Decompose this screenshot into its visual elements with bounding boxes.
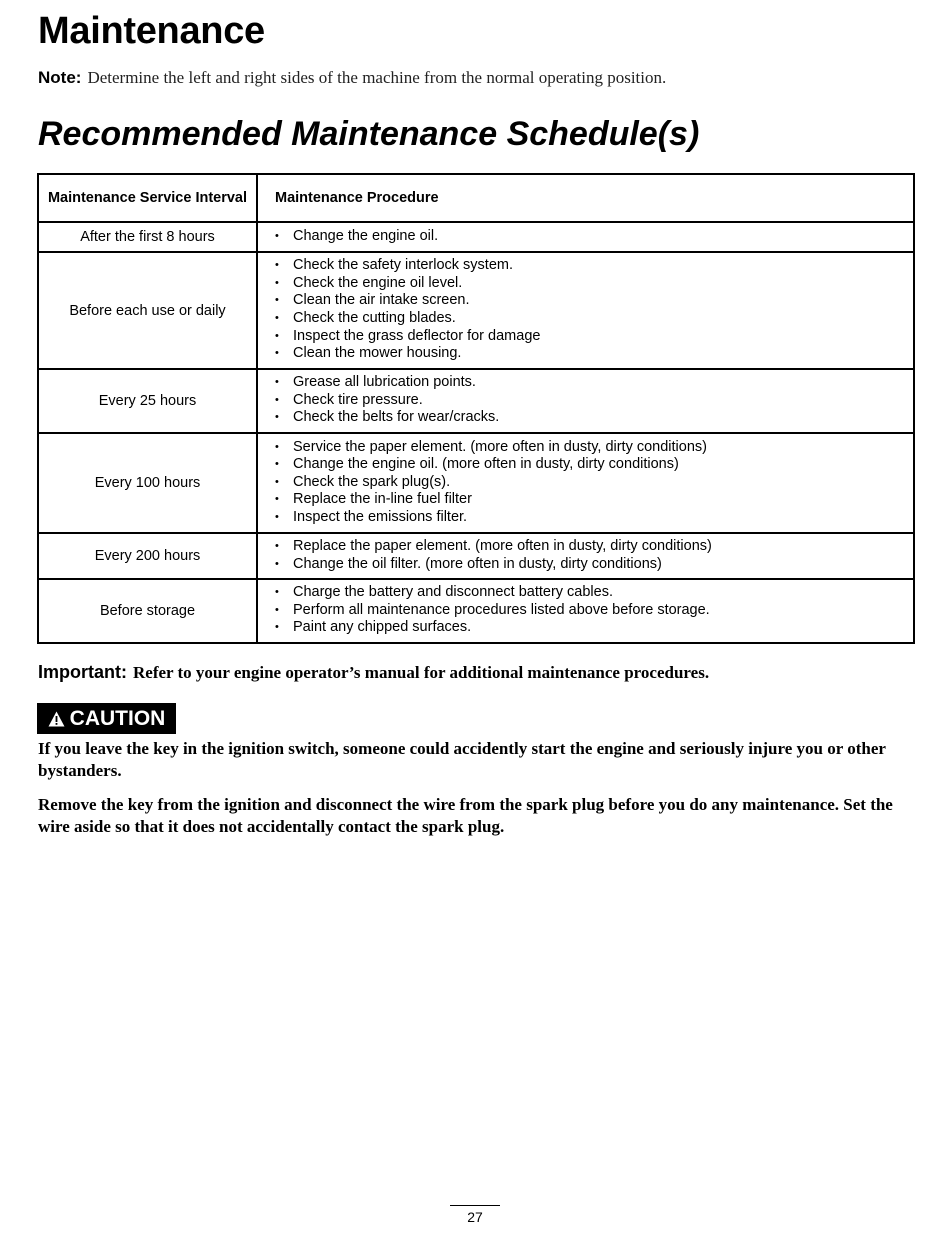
interval-cell: Before storage: [38, 579, 257, 643]
table-row: [38, 433, 914, 533]
procedure-cell: [257, 579, 914, 643]
interval-cell: Before each use or daily: [38, 252, 257, 369]
note-label: Note:: [38, 68, 82, 87]
interval-column-header: Maintenance Service Interval: [38, 174, 257, 222]
procedure-item: • Service the paper element. (more often in dusty, dirty conditions): [275, 439, 913, 457]
table-row: [38, 222, 914, 252]
caution-label: CAUTION: [69, 706, 166, 730]
table-row: [38, 533, 914, 579]
procedure-cell: [257, 222, 914, 252]
table-row: [38, 369, 914, 433]
procedure-list: [258, 228, 913, 246]
warning-triangle-icon: [48, 711, 65, 727]
page-number-rule: [450, 1205, 500, 1206]
procedure-item: • Change the engine oil.: [275, 228, 913, 246]
procedure-item: • Charge the battery and disconnect battery cables.: [275, 584, 913, 602]
important-note: [38, 662, 709, 683]
page-number: 27: [467, 1209, 483, 1225]
procedure-cell: [257, 252, 914, 369]
procedure-item: • Change the engine oil. (more often in dusty, dirty conditions): [275, 456, 913, 474]
procedure-item: • Check the belts for wear/cracks.: [275, 409, 913, 427]
table-row: [38, 579, 914, 643]
interval-cell: Every 200 hours: [38, 533, 257, 579]
procedure-item: • Check the spark plug(s).: [275, 474, 913, 492]
procedure-item: • Paint any chipped surfaces.: [275, 619, 913, 637]
note-text: Determine the left and right sides of the machine from the normal operating position.: [87, 68, 667, 87]
procedure-item: • Inspect the grass deflector for damage: [275, 328, 913, 346]
procedure-column-header: Maintenance Procedure: [257, 174, 914, 222]
interval-cell: Every 25 hours: [38, 369, 257, 433]
procedure-item: • Inspect the emissions filter.: [275, 509, 913, 527]
important-label: Important:: [38, 662, 127, 682]
procedure-item: • Replace the paper element. (more often in dusty, dirty conditions): [275, 538, 913, 556]
procedure-item: • Grease all lubrication points.: [275, 374, 913, 392]
procedure-item: • Perform all maintenance procedures listed above before storage.: [275, 602, 913, 620]
procedure-item: • Check the safety interlock system.: [275, 257, 913, 275]
note: [38, 68, 666, 88]
page-title: Maintenance: [38, 10, 265, 52]
procedure-item: • Replace the in-line fuel filter: [275, 491, 913, 509]
caution-paragraph-2: Remove the key from the ignition and disconnect the wire from the spark plug before you do any maintenance. Set the wire aside so that it does not accidentally contact the spark plug.: [38, 795, 893, 836]
section-title: Recommended Maintenance Schedule(s): [38, 115, 700, 153]
procedure-item: • Change the oil filter. (more often in dusty, dirty conditions): [275, 556, 913, 574]
interval-cell: Every 100 hours: [38, 433, 257, 533]
procedure-item: • Clean the air intake screen.: [275, 292, 913, 310]
caution-paragraph-1: If you leave the key in the ignition switch, someone could accidently start the engine and seriously injure you or other bystanders.: [38, 739, 886, 780]
maintenance-schedule-table: [37, 173, 915, 644]
table-header-row: [38, 174, 914, 222]
procedure-item: • Check the engine oil level.: [275, 275, 913, 293]
procedure-cell: [257, 369, 914, 433]
procedure-list: [258, 538, 913, 573]
procedure-cell: [257, 533, 914, 579]
procedure-list: [258, 257, 913, 363]
procedure-cell: [257, 433, 914, 533]
important-text: Refer to your engine operator’s manual for additional maintenance procedures.: [133, 663, 710, 682]
procedure-list: [258, 439, 913, 527]
procedure-item: • Clean the mower housing.: [275, 345, 913, 363]
procedure-item: • Check the cutting blades.: [275, 310, 913, 328]
interval-cell: After the first 8 hours: [38, 222, 257, 252]
procedure-list: [258, 584, 913, 637]
procedure-item: • Check tire pressure.: [275, 392, 913, 410]
caution-badge: [37, 703, 176, 734]
procedure-list: [258, 374, 913, 427]
table-row: [38, 252, 914, 369]
